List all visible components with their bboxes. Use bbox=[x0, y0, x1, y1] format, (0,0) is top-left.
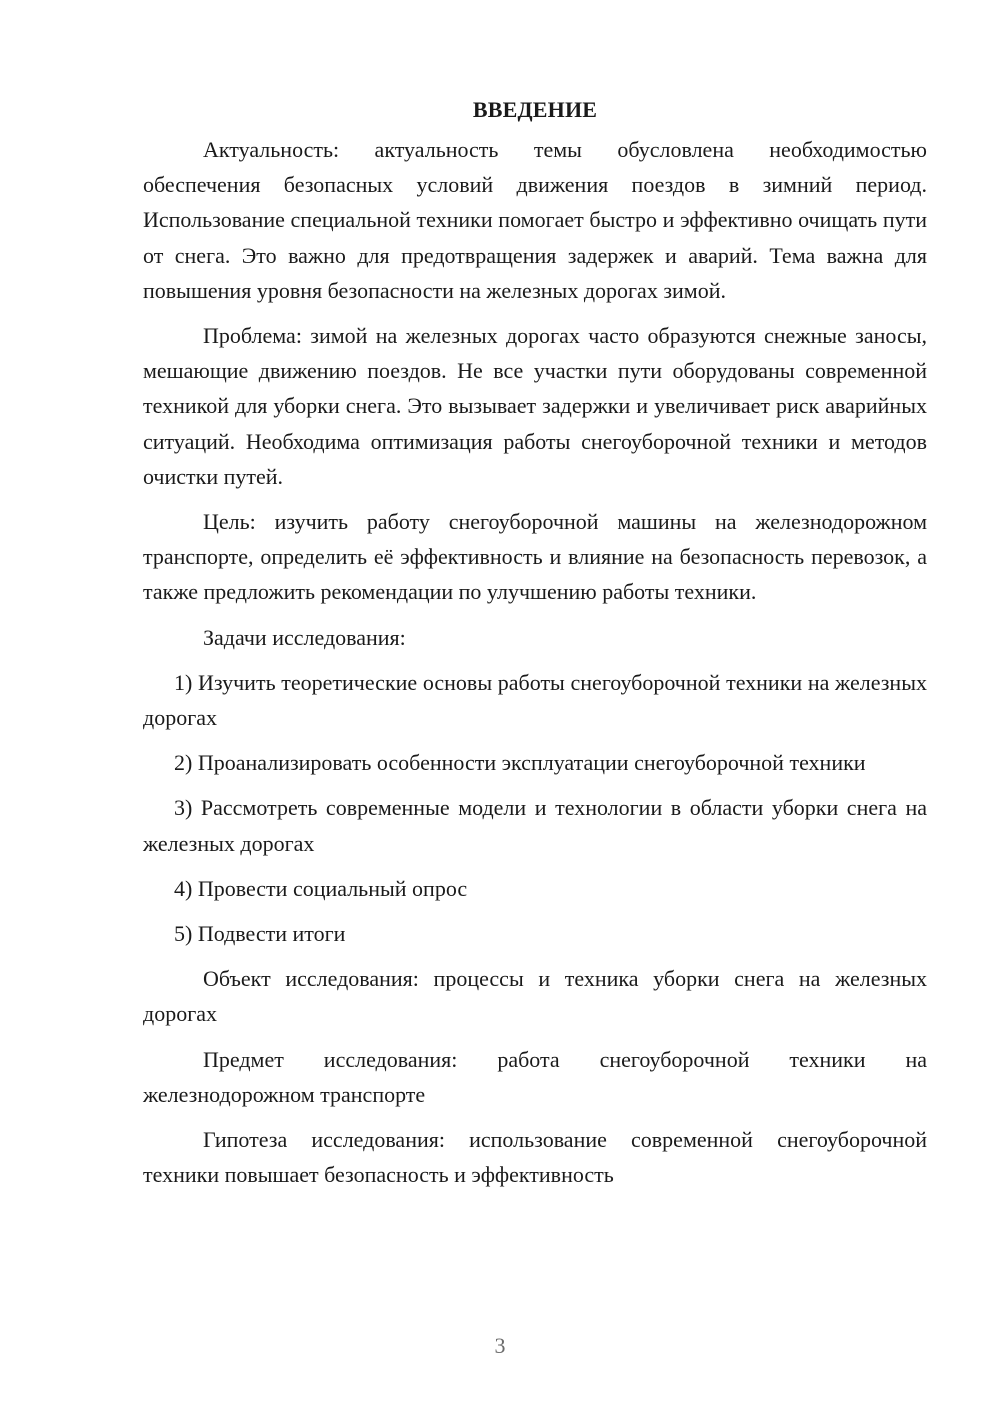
page-number: 3 bbox=[494, 1333, 506, 1358]
page-title: ВВЕДЕНИЕ bbox=[472, 97, 598, 122]
task-item-1: 1) Изучить теоретические основы работы снегоуборочной техники на железных дорогах bbox=[143, 669, 927, 731]
subject-paragraph: Предмет исследования: работа снегоуборочной техники на железнодорожном транспорте bbox=[143, 1046, 927, 1107]
task-item-5: 5) Подвести итоги bbox=[174, 921, 346, 947]
task-item-2: 2) Проанализировать особенности эксплуатации снегоуборочной техники bbox=[174, 750, 866, 776]
tasks-heading: Задачи исследования: bbox=[203, 624, 406, 650]
relevance-paragraph: Актуальность: актуальность темы обусловлена необходимостью обеспечения безопасных условий движения поездов в зимний период. Использование специальной техники помогает быстро и эффективно очищать пути от снега. Это важно для предотвращения задержек и аварий. Тема важна для повышения уровня безопасности на железных дорогах зимой. bbox=[143, 137, 927, 303]
hypothesis-paragraph: Гипотеза исследования: использование современной снегоуборочной техники повышает безопасность и эффективность bbox=[143, 1127, 927, 1188]
problem-paragraph: Проблема: зимой на железных дорогах часто образуются снежные заносы, мешающие движению поездов. Не все участки пути оборудованы современной техникой для уборки снега. Это вызывает задержки и увеличивает риск аварийных ситуаций. Необходима оптимизация работы снегоуборочной техники и методов очистки путей. bbox=[143, 323, 927, 489]
task-item-4: 4) Провести социальный опрос bbox=[174, 875, 468, 901]
goal-paragraph: Цель: изучить работу снегоуборочной машины на железнодорожном транспорте, определить её эффективность и влияние на безопасность перевозок, а также предложить рекомендации по улучшению работы техники. bbox=[143, 509, 927, 605]
object-paragraph: Объект исследования: процессы и техника уборки снега на железных дорогах bbox=[143, 966, 927, 1027]
document-page bbox=[143, 90, 927, 1202]
task-item-3: 3) Рассмотреть современные модели и технологии в области уборки снега на железных дорогах bbox=[143, 795, 927, 856]
